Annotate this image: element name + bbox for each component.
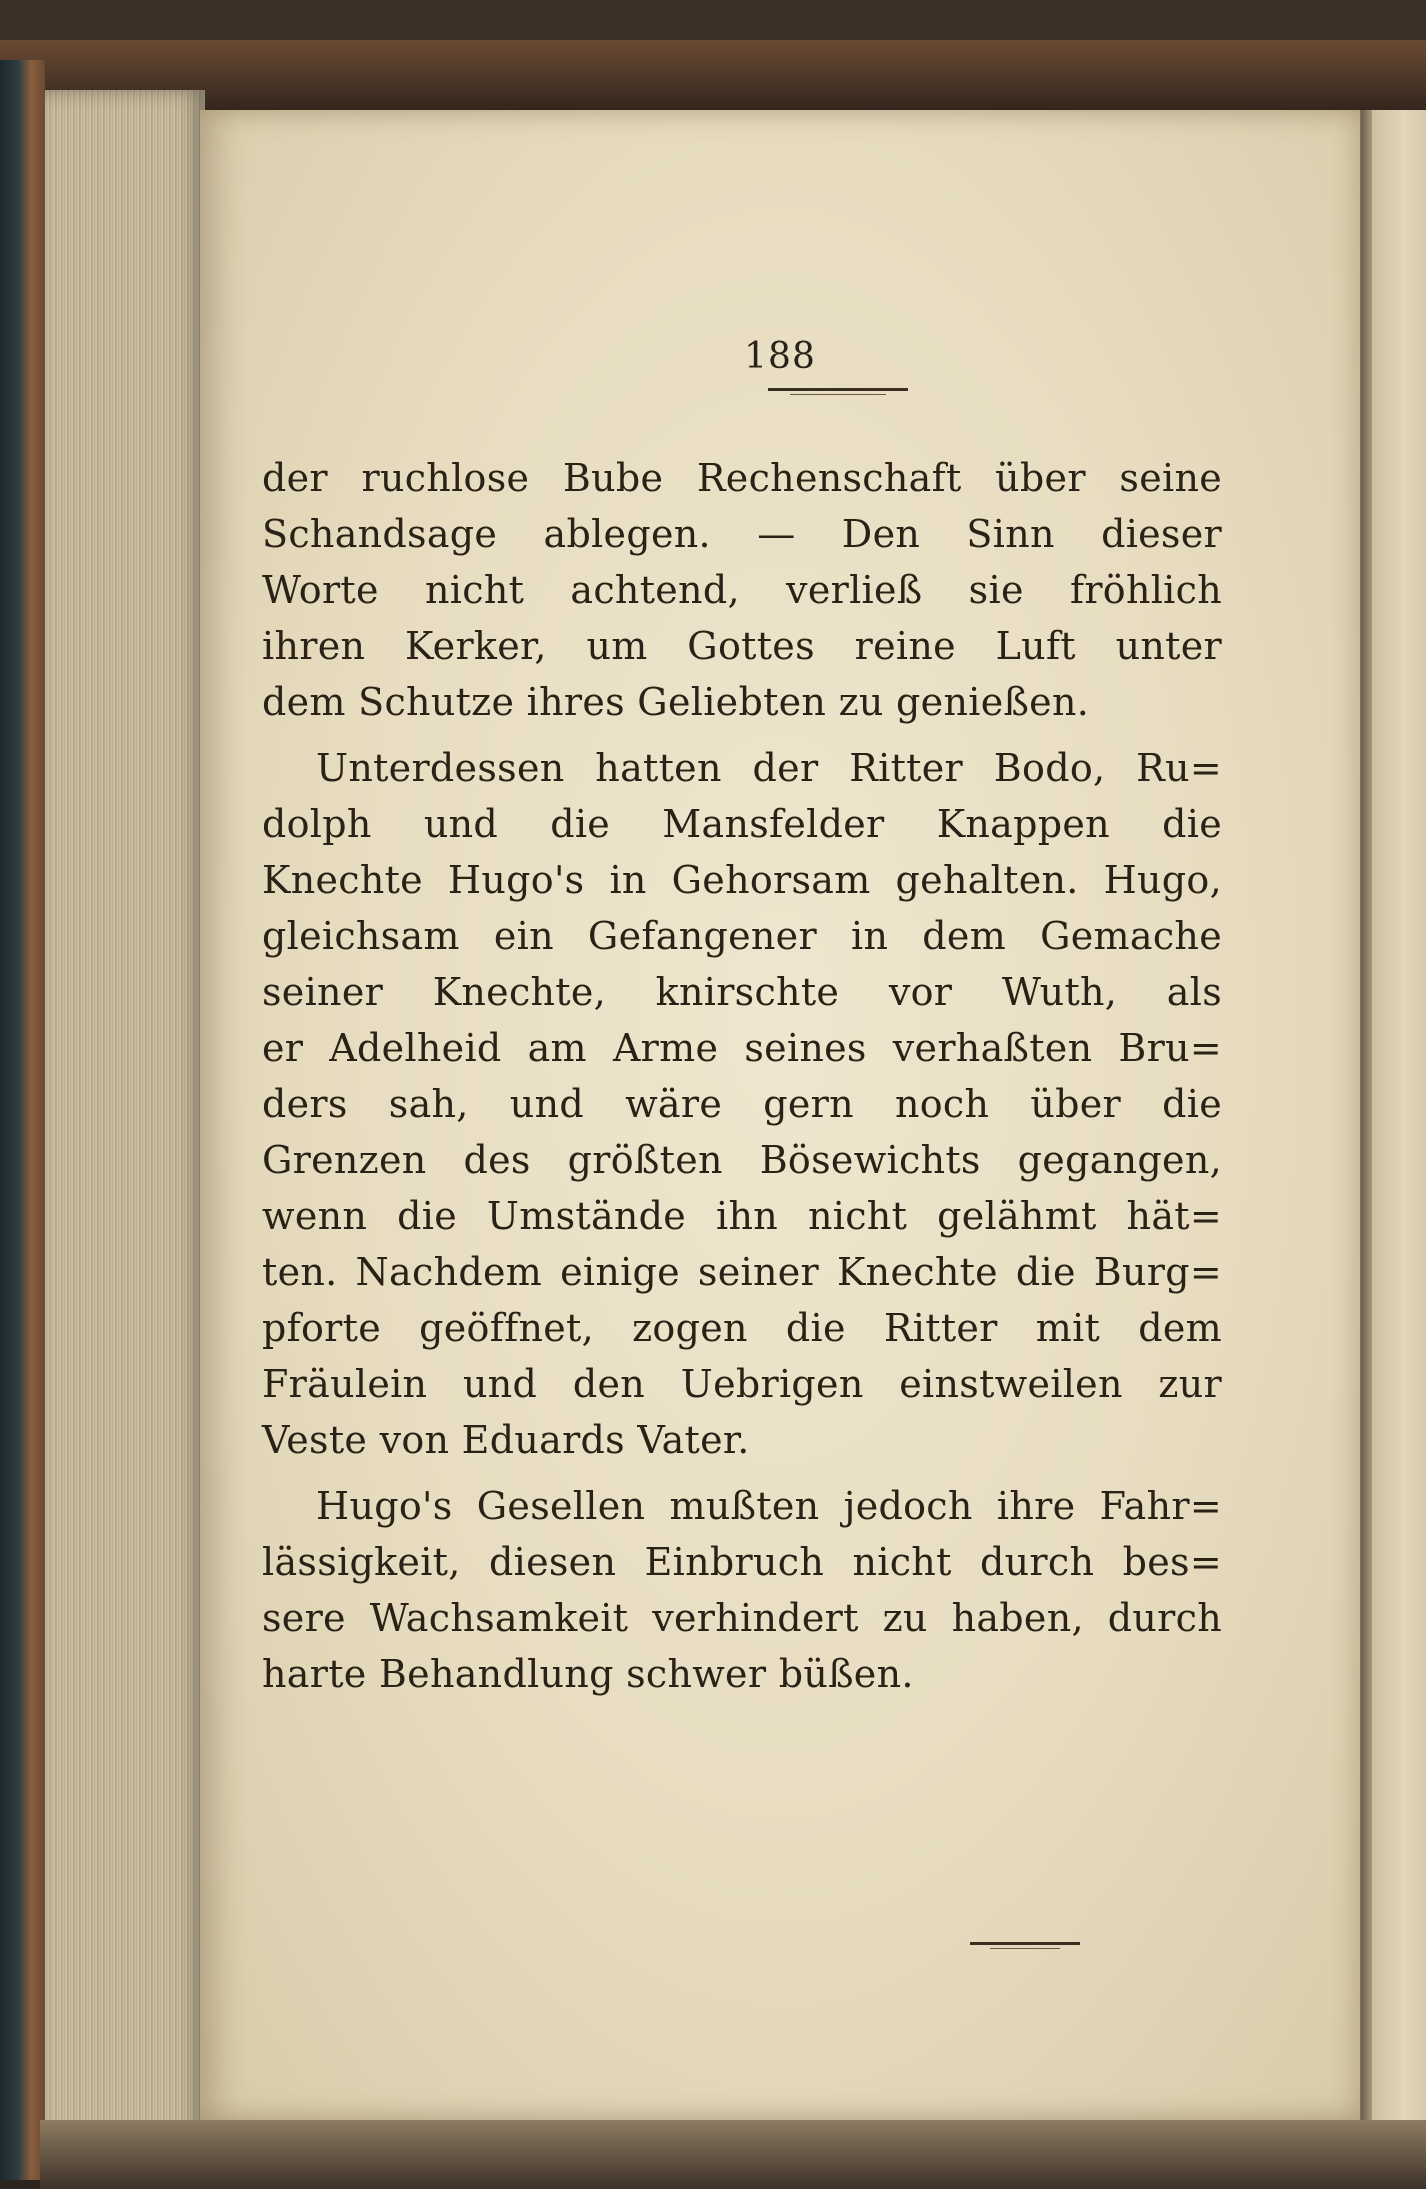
text-line: Worte nicht achtend, verließ sie fröhlich	[262, 568, 1222, 612]
text-line: harte Behandlung schwer büßen.	[262, 1652, 914, 1696]
text-line: Unterdessen hatten der Ritter Bodo, Ru=	[316, 746, 1222, 790]
text-line: dolph und die Mansfelder Knappen die	[262, 802, 1222, 846]
text-line: Hugo's Gesellen mußten jedoch ihre Fahr=	[316, 1484, 1222, 1528]
page-edges	[45, 90, 205, 2170]
text-line: lässigkeit, diesen Einbruch nicht durch bes=	[262, 1540, 1222, 1584]
header-rule	[768, 388, 908, 391]
page-number: 188	[744, 336, 816, 377]
facing-page	[1372, 110, 1426, 2170]
text-line: dem Schutze ihres Geliebten zu genießen.	[262, 680, 1090, 724]
text-line: Knechte Hugo's in Gehorsam gehalten. Hugo,	[262, 858, 1222, 902]
text-line: Fräulein und den Uebrigen einstweilen zur	[262, 1362, 1222, 1406]
text-line: sere Wachsamkeit verhindert zu haben, durch	[262, 1596, 1222, 1640]
book-bottom-edge	[40, 2120, 1426, 2189]
text-line: Grenzen des größten Bösewichts gegangen,	[262, 1138, 1222, 1182]
text-line: wenn die Umstände ihn nicht gelähmt hät=	[262, 1194, 1222, 1238]
text-line: ten. Nachdem einige seiner Knechte die Burg=	[262, 1250, 1222, 1294]
end-rule	[970, 1942, 1080, 1945]
book-spine	[0, 60, 45, 2180]
text-line: er Adelheid am Arme seines verhaßten Bru=	[262, 1026, 1222, 1070]
text-line: gleichsam ein Gefangener in dem Gemache	[262, 914, 1222, 958]
book-cover-edge	[0, 40, 1426, 110]
text-line: pforte geöffnet, zogen die Ritter mit dem	[262, 1306, 1222, 1350]
text-line: ders sah, und wäre gern noch über die	[262, 1082, 1222, 1126]
header-rule-thin	[790, 394, 886, 395]
end-rule-thin	[990, 1948, 1060, 1949]
text-line: Veste von Eduards Vater.	[262, 1418, 750, 1462]
text-line: seiner Knechte, knirschte vor Wuth, als	[262, 970, 1222, 1014]
text-line: Schandsage ablegen. — Den Sinn dieser	[262, 512, 1222, 556]
text-line: der ruchlose Bube Rechenschaft über seine	[262, 456, 1222, 500]
text-line: ihren Kerker, um Gottes reine Luft unter	[262, 624, 1222, 668]
